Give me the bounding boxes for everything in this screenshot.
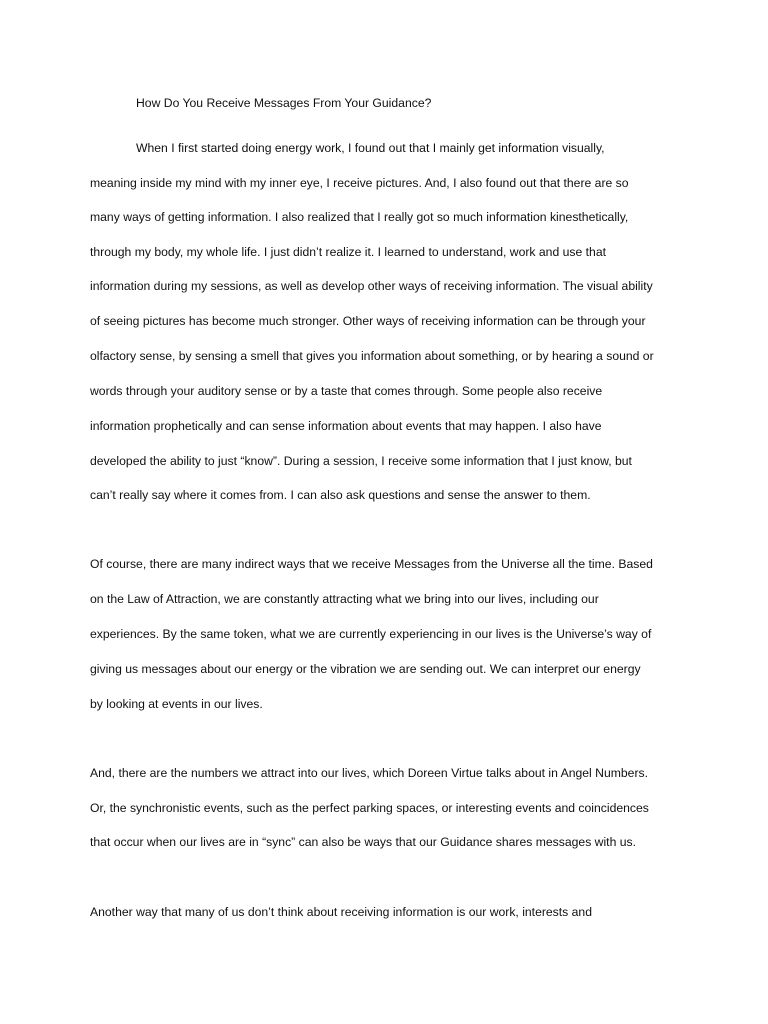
paragraph-1-line-11: can’t really say where it comes from. I can also ask questions and sense the answer to them. [90,488,591,502]
paragraph-1-line-2: meaning inside my mind with my inner eye, I receive pictures. And, I also found out that there are so [90,176,629,190]
paragraph-1-line-8: words through your auditory sense or by a taste that comes through. Some people also receive [90,384,603,398]
paragraph-1-line-5: information during my sessions, as well as develop other ways of receiving information. The visual ability [90,279,653,293]
paragraph-1-line-3: many ways of getting information. I also realized that I really got so much information kinesthetically, [90,210,629,224]
paragraph-2-line-1: Of course, there are many indirect ways that we receive Messages from the Universe all the time. Based [90,557,653,571]
paragraph-2-line-2: on the Law of Attraction, we are constantly attracting what we bring into our lives, including our [90,592,599,606]
paragraph-3-line-2: Or, the synchronistic events, such as the perfect parking spaces, or interesting events and coincidences [90,801,649,815]
paragraph-1-line-1: When I first started doing energy work, I found out that I mainly get information visually, [136,141,605,155]
paragraph-3-line-1: And, there are the numbers we attract into our lives, which Doreen Virtue talks about in Angel Numbers. [90,766,648,780]
paragraph-2-line-3: experiences. By the same token, what we are currently experiencing in our lives is the Universe’s way of [90,627,652,641]
paragraph-2-line-5: by looking at events in our lives. [90,697,263,711]
paragraph-2-line-4: giving us messages about our energy or the vibration we are sending out. We can interpret our energy [90,662,641,676]
paragraph-1-line-6: of seeing pictures has become much stronger. Other ways of receiving information can be through your [90,314,646,328]
document-title: How Do You Receive Messages From Your Guidance? [136,96,432,110]
paragraph-1-line-7: olfactory sense, by sensing a smell that gives you information about something, or by hearing a sound or [90,349,654,363]
paragraph-1-line-9: information prophetically and can sense information about events that may happen. I also have [90,419,602,433]
paragraph-3-line-3: that occur when our lives are in “sync” can also be ways that our Guidance shares messages with us. [90,835,636,849]
paragraph-1-line-10: developed the ability to just “know”. During a session, I receive some information that I just know, but [90,454,632,468]
paragraph-4-line-1: Another way that many of us don’t think about receiving information is our work, interests and [90,905,592,919]
paragraph-1-line-4: through my body, my whole life. I just didn’t realize it. I learned to understand, work and use that [90,245,606,259]
